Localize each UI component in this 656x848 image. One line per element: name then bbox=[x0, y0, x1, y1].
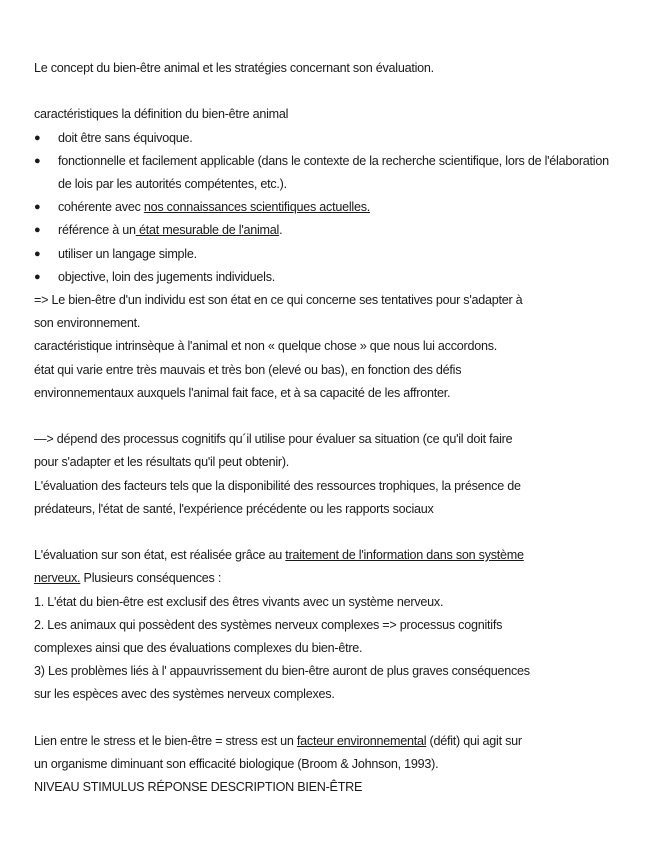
bullet-dot-icon: ● bbox=[34, 131, 41, 144]
bullet-text: fonctionnelle et facilement applicable (dans le contexte de la recherche scientifique, lors de l'élaboration de lois par les autorités compétentes, etc.). bbox=[58, 153, 609, 191]
paragraph-text: L'évaluation sur son état, est réalisée grâce au bbox=[34, 548, 286, 563]
paragraph-line: caractéristique intrinsèque à l'animal et non « quelque chose » que nous lui accordons. bbox=[34, 339, 498, 354]
paragraph-line: —> dépend des processus cognitifs qu´il utilise pour évaluer sa situation (ce qu'il doit faire bbox=[34, 432, 513, 447]
paragraph-line: son environnement. bbox=[34, 316, 141, 331]
bullet-item bbox=[34, 219, 624, 242]
paragraph-text: Lien entre le stress et le bien-être = stress est un bbox=[34, 733, 297, 748]
paragraph-line: L'évaluation des facteurs tels que la disponibilité des ressources trophiques, la présence de bbox=[34, 478, 521, 493]
bullet-text: référence à un bbox=[58, 223, 136, 238]
paragraph-line: un organisme diminuant son efficacité biologique (Broom & Johnson, 1993). bbox=[34, 757, 439, 772]
paragraph-line bbox=[34, 730, 624, 753]
bullet-dot-icon: ● bbox=[34, 247, 41, 260]
definition-heading: caractéristiques la définition du bien-être animal bbox=[34, 107, 289, 122]
paragraph-line: prédateurs, l'état de santé, l'expérience précédente ou les rapports sociaux bbox=[34, 501, 434, 516]
paragraph-line: 1. L'état du bien-être est exclusif des êtres vivants avec un système nerveux. bbox=[34, 594, 444, 609]
paragraph-line: état qui varie entre très mauvais et très bon (elevé ou bas), en fonction des défis bbox=[34, 362, 462, 377]
underlined-phrase: traitement de l'information dans son système bbox=[285, 548, 524, 563]
bullet-text: doit être sans équivoque. bbox=[58, 130, 193, 145]
paragraph-line: pour s'adapter et les résultats qu'il peut obtenir). bbox=[34, 455, 290, 470]
underlined-phrase: nos connaissances scientifiques actuelles. bbox=[143, 200, 370, 215]
document-title: Le concept du bien-être animal et les stratégies concernant son évaluation. bbox=[34, 61, 434, 75]
bullet-item bbox=[34, 196, 624, 219]
paragraph-line bbox=[34, 544, 624, 567]
underlined-phrase: nerveux. bbox=[34, 571, 81, 586]
bullet-dot-icon: ● bbox=[34, 224, 41, 237]
blank-line bbox=[34, 521, 624, 544]
table-header-line: NIVEAU STIMULUS RÉPONSE DESCRIPTION BIEN-ÊTRE bbox=[34, 780, 363, 795]
paragraph-line: => Le bien-être d'un individu est son état en ce qui concerne ses tentatives pour s'adapter à bbox=[34, 293, 523, 308]
blank-line bbox=[34, 707, 624, 730]
bullet-text: utiliser un langage simple. bbox=[58, 246, 197, 261]
paragraph-line: 2. Les animaux qui possèdent des systèmes nerveux complexes => processus cognitifs bbox=[34, 617, 503, 632]
blank-line bbox=[34, 405, 624, 428]
bullet-dot-icon: ● bbox=[34, 270, 41, 283]
blank-line bbox=[34, 80, 624, 103]
bullet-text: . bbox=[279, 223, 283, 238]
paragraph-line: 3) Les problèmes liés à l' appauvrissement du bien-être auront de plus graves conséquences bbox=[34, 664, 530, 679]
bullet-item bbox=[34, 150, 624, 196]
paragraph-text: Plusieurs conséquences : bbox=[80, 571, 222, 586]
paragraph-text: (défit) qui agit sur bbox=[426, 733, 522, 748]
paragraph-line: sur les espèces avec des systèmes nerveux complexes. bbox=[34, 687, 335, 702]
paragraph-line: complexes ainsi que des évaluations complexes du bien-être. bbox=[34, 641, 363, 656]
paragraph-line bbox=[34, 567, 624, 590]
document-body bbox=[34, 57, 624, 799]
bullet-text: cohérente avec bbox=[58, 200, 144, 215]
paragraph-line: environnementaux auxquels l'animal fait face, et à sa capacité de les affronter. bbox=[34, 385, 451, 400]
underlined-phrase: état mesurable de l'animal bbox=[135, 223, 280, 238]
bullet-item bbox=[34, 266, 624, 289]
bullet-item bbox=[34, 127, 624, 150]
bullet-text: objective, loin des jugements individuels. bbox=[58, 269, 276, 284]
bullet-dot-icon: ● bbox=[34, 154, 41, 167]
underlined-phrase: facteur environnemental bbox=[296, 733, 427, 748]
bullet-dot-icon: ● bbox=[34, 201, 41, 214]
bullet-item bbox=[34, 243, 624, 266]
